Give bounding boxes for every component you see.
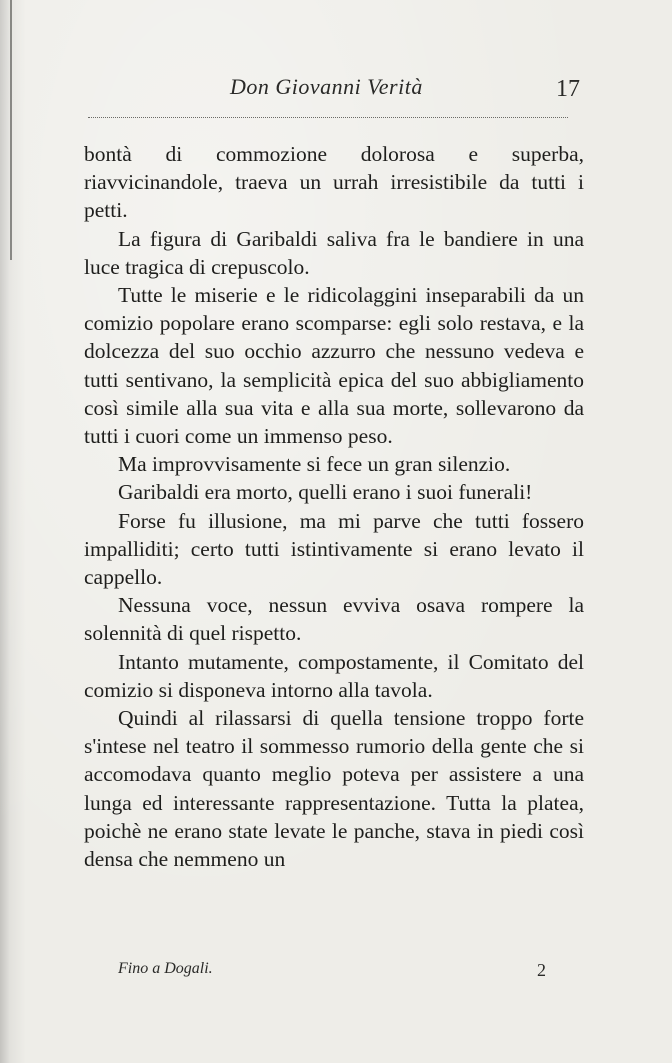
page-footer (0, 960, 672, 990)
paragraph: Forse fu illusione, ma mi parve che tutti fossero impalliditi; certo tutti istintivamente si erano levato il cappello. (84, 508, 584, 590)
paragraph: Quindi al rilassarsi di quella tensione troppo forte s'intese nel teatro il sommesso rumorio della gente che si accomodava quanto meglio poteva per assistere a una lunga ed interessante rappresentazione. Tutta la platea, poichè ne erano state levate le panche, stava in piedi così densa che nemmeno un (84, 706, 584, 872)
paragraph: Intanto mutamente, compostamente, il Comitato del comizio si disponeva intorno alla tavola. (84, 649, 584, 702)
paragraph: Ma improvvisamente si fece un gran silenzio. (118, 452, 511, 477)
paragraph: La figura di Garibaldi saliva fra le bandiere in una luce tragica di crepuscolo. (84, 226, 584, 279)
gutter-edge (10, 0, 12, 260)
page-number: 17 (556, 76, 580, 102)
signature-mark: Fino a Dogali. (118, 960, 213, 977)
header-rule (88, 117, 568, 118)
paragraph: bontà di commozione dolorosa e superba, riavvicinandole, traeva un urrah irresistibile da tutti i petti. (84, 142, 584, 223)
running-title: Don Giovanni Verità (230, 74, 423, 99)
body-text (84, 140, 584, 873)
paragraph: Nessuna voce, nessun evviva osava rompere la solennità di quel rispetto. (84, 593, 584, 646)
page-header (0, 74, 672, 108)
paragraph: Garibaldi era morto, quelli erano i suoi funerali! (118, 480, 533, 505)
paragraph: Tutte le miserie e le ridicolaggini inseparabili da un comizio popolare erano scomparse: egli solo restava, e la dolcezza del suo occhio azzurro che nessuno vedeva e tutti sentivano, la semplicità epica del suo abbigliamento così simile alla sua vita e alla sua morte, sollevarono da tutti i cuori come un immenso peso. (84, 283, 584, 449)
signature-number: 2 (537, 960, 546, 980)
